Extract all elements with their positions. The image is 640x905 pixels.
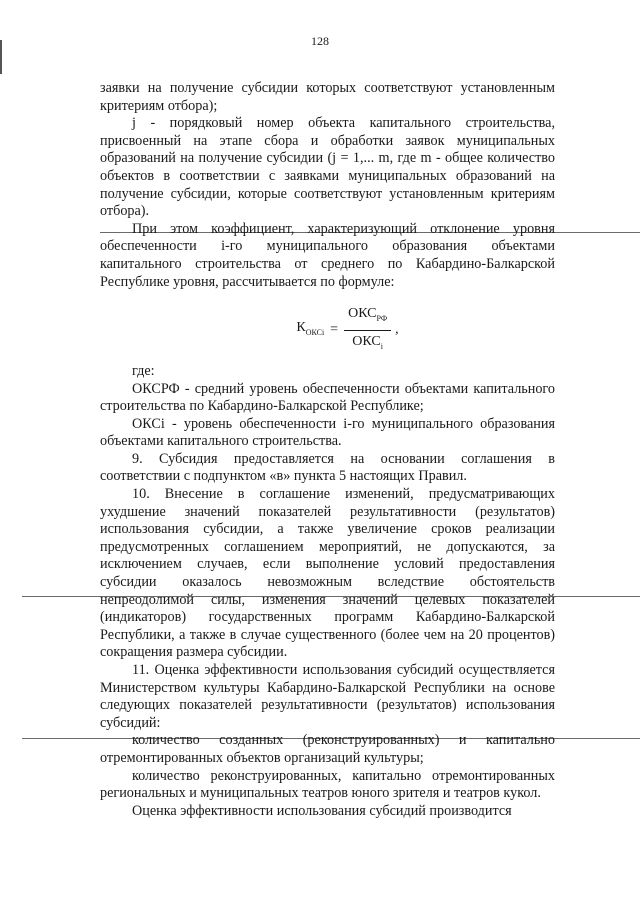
formula-equals: = bbox=[330, 322, 339, 338]
paragraph: j - порядковый номер объекта капитального строительства, присвоенный на этапе сбора и обработки заявок муниципальных образований на получение субсидии (j = 1,... m, где m - общее количество объектов в соответствии с заявками муниципальных образований на получение субсидии, которые соответствуют установленным критериям отбора). bbox=[100, 115, 555, 220]
paragraph: заявки на получение субсидии которых соответствуют установленным критериям отбора); bbox=[100, 80, 555, 114]
formula-denominator: $ОКС_i$ bbox=[352, 333, 383, 351]
paragraph: ОКСРФ - средний уровень обеспеченности объектами капитального строительства по Кабардино-Балкарской Республике; bbox=[100, 380, 555, 415]
formula-comma: , bbox=[395, 322, 399, 338]
paragraph: где: bbox=[132, 362, 155, 379]
formula-lhs: $К_{ОКСi}$ bbox=[296, 319, 325, 337]
paragraph: 11. Оценка эффективности использования субсидий осуществляется Министерством культуры Кабардино-Балкарской Республики на основе следующих показателей результативности (результатов) использования субсидий: bbox=[100, 662, 555, 731]
paragraph: количество созданных (реконструированных) и капитально отремонтированных объектов организаций культуры; bbox=[100, 732, 555, 766]
paragraph: Оценка эффективности использования субсидий производится bbox=[132, 802, 512, 819]
paragraph: При этом коэффициент, характеризующий отклонение уровня обеспеченности i-го муниципального образования объектами капитального строительства от среднего по Кабардино-Балкарской Республике уровня, рассчитывается по формуле: bbox=[100, 220, 555, 290]
document-body bbox=[100, 80, 555, 820]
paragraph: 9. Субсидия предоставляется на основании соглашения в соответствии с подпунктом «в» пункта 5 настоящих Правил. bbox=[100, 450, 555, 485]
scan-edge-mark bbox=[0, 40, 2, 74]
paragraph: ОКСi - уровень обеспеченности i-го муниципального образования объектами капитального строительства. bbox=[100, 415, 555, 450]
formula bbox=[140, 305, 555, 355]
formula-numerator: $ОКС_{РФ}$ bbox=[344, 305, 391, 330]
paragraph: 10. Внесение в соглашение изменений, предусматривающих ухудшение значений показателей результативности (результатов) использования субсидии, а также увеличение сроков реализации предусмотренных соглашением мероприятий, не допускаются, за исключением случаев, если выполнение условий предоставления субсидии оказалось невозможным вследствие обстоятельств непреодолимой силы, изменения значений целевых показателей (индикаторов) государственных программ Кабардино-Балкарской Республики, а также в случае существенного (более чем на 20 процентов) сокращения размера субсидии. bbox=[100, 486, 555, 661]
formula-fraction bbox=[344, 305, 391, 355]
page-number: 128 bbox=[311, 34, 329, 48]
paragraph: количество реконструированных, капитально отремонтированных региональных и муниципальных театров юного зрителя и театров кукол. bbox=[100, 767, 555, 802]
